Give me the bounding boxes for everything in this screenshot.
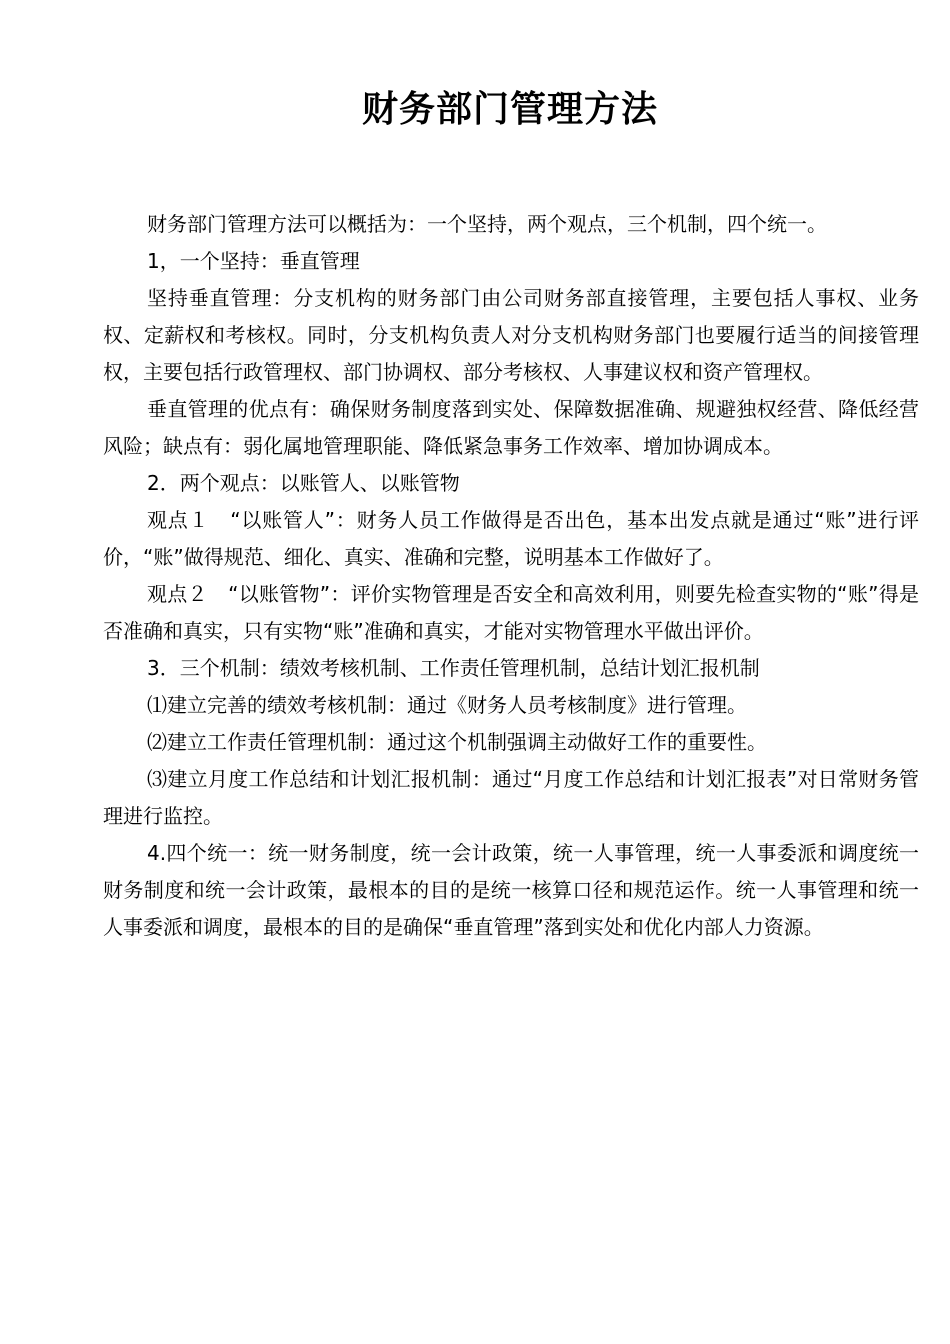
paragraph-pros-cons: 垂直管理的优点有：确保财务制度落到实处、保障数据准确、规避独权经营、降低经营风险；缺点有：弱化属地管理职能、降低紧急事务工作效率、增加协调成本。: [103, 397, 919, 458]
list-item-mechanism-3: ⑶建立月度工作总结和计划汇报机制：通过“月度工作总结和计划汇报表”对日常财务管理进行监控。: [103, 767, 919, 828]
paragraph-summary: 财务部门管理方法可以概括为：一个坚持，两个观点，三个机制，四个统一。: [147, 212, 827, 236]
paragraph-viewpoint-2: 观点２ “以账管物”：评价实物管理是否安全和高效利用，则要先检查实物的“账”得是否准确和真实，只有实物“账”准确和真实，才能对实物管理水平做出评价。: [103, 582, 919, 643]
heading-one-adherence: 1，一个坚持：垂直管理: [147, 249, 360, 273]
paragraph-four-unifications: 4.四个统一：统一财务制度，统一会计政策，统一人事管理，统一人事委派和调度统一财务制度和统一会计政策，最根本的目的是统一核算口径和规范运作。统一人事管理和统一人事委派和调度，最根本的目的是确保“垂直管理”落到实处和优化内部人力资源。: [103, 841, 919, 939]
paragraph-viewpoint-1: 观点１ “以账管人”：财务人员工作做得是否出色，基本出发点就是通过“账”进行评价，“账”做得规范、细化、真实、准确和完整，说明基本工作做好了。: [103, 508, 919, 569]
heading-two-viewpoints: 2．两个观点：以账管人、以账管物: [147, 471, 460, 495]
page-title: 财务部门管理方法: [361, 89, 658, 130]
paragraph-vertical-management: 坚持垂直管理：分支机构的财务部门由公司财务部直接管理，主要包括人事权、业务权、定薪权和考核权。同时，分支机构负责人对分支机构财务部门也要履行适当的间接管理权，主要包括行政管理权、部门协调权、部分考核权、人事建议权和资产管理权。: [103, 286, 919, 384]
list-item-mechanism-1: ⑴建立完善的绩效考核机制：通过《财务人员考核制度》进行管理。: [147, 693, 747, 717]
heading-three-mechanisms: 3．三个机制：绩效考核机制、工作责任管理机制，总结计划汇报机制: [147, 656, 760, 680]
list-item-mechanism-2: ⑵建立工作责任管理机制：通过这个机制强调主动做好工作的重要性。: [147, 730, 767, 754]
document-body: [103, 206, 919, 946]
